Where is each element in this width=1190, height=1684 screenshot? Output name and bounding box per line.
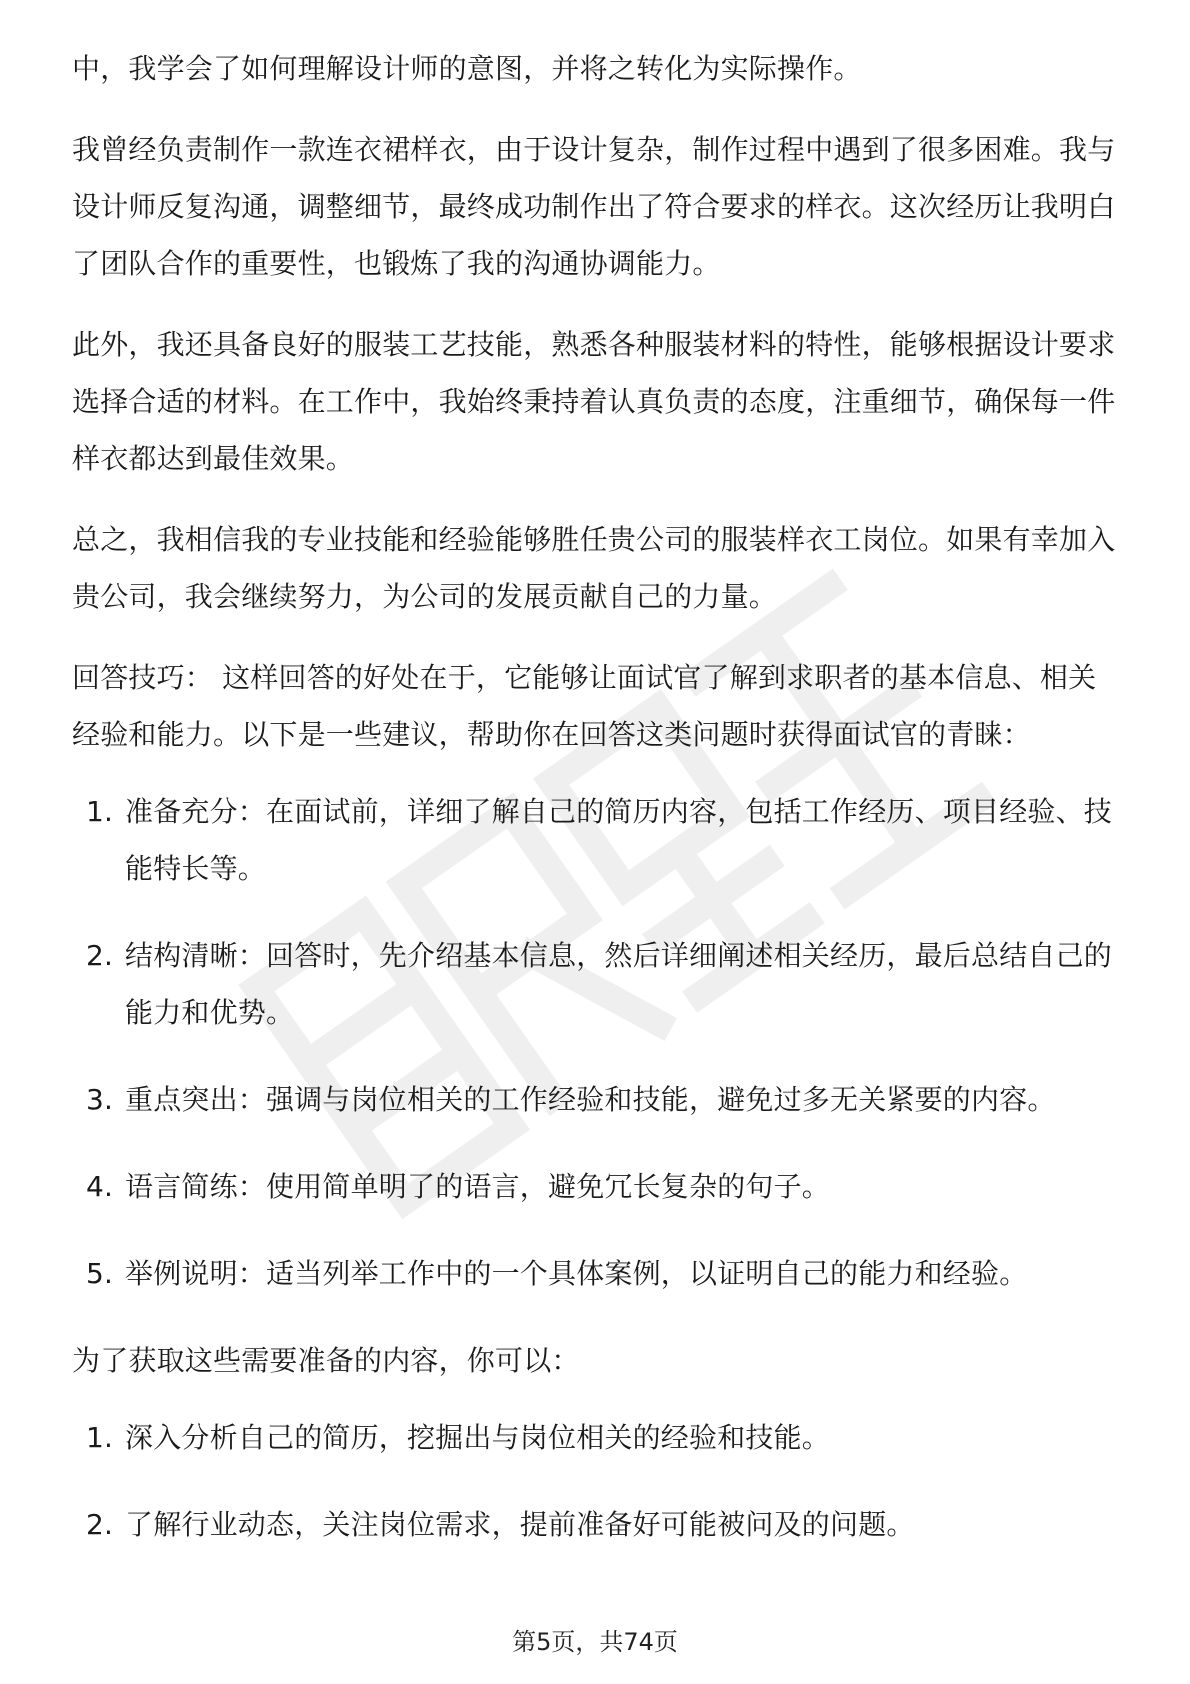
- list-item: [72, 783, 1122, 897]
- list-item-text: 举例说明：适当列举工作中的一个具体案例，以证明自己的能力和经验。: [125, 1257, 1028, 1290]
- paragraph-answer-tips: 回答技巧： 这样回答的好处在于，它能够让面试官了解到求职者的基本信息、相关经验和能力。以下是一些建议，帮助你在回答这类问题时获得面试官的青睐：: [72, 661, 1097, 751]
- list-number: 1.: [86, 795, 114, 828]
- list-item-text: 深入分析自己的简历，挖掘出与岗位相关的经验和技能。: [125, 1421, 831, 1454]
- list-item: [72, 1496, 1122, 1553]
- paragraph-prep-intro: 为了获取这些需要准备的内容，你可以：: [72, 1344, 580, 1377]
- list-number: 2.: [86, 939, 114, 972]
- list-item-text: 结构清晰：回答时，先介绍基本信息，然后详细阐述相关经历，最后总结自己的能力和优势。: [125, 939, 1113, 1029]
- paragraph: 我曾经负责制作一款连衣裙样衣，由于设计复杂，制作过程中遇到了很多困难。我与设计师反复沟通，调整细节，最终成功制作出了符合要求的样衣。这次经历让我明白了团队合作的重要性，也锻炼了我的沟通协调能力。: [72, 133, 1116, 280]
- list-item: [72, 1071, 1122, 1128]
- list-number: 4.: [86, 1170, 114, 1203]
- paragraph: 总之，我相信我的专业技能和经验能够胜任贵公司的服装样衣工岗位。如果有幸加入贵公司，我会继续努力，为公司的发展贡献自己的力量。: [72, 523, 1116, 613]
- list-item-text: 准备充分：在面试前，详细了解自己的简历内容，包括工作经历、项目经验、技能特长等。: [125, 795, 1113, 885]
- list-item-text: 重点突出：强调与岗位相关的工作经验和技能，避免过多无关紧要的内容。: [125, 1083, 1056, 1116]
- tips-list: [72, 783, 1122, 1302]
- document-page: [72, 40, 1122, 1583]
- list-number: 3.: [86, 1083, 114, 1116]
- list-item-text: 了解行业动态，关注岗位需求，提前准备好可能被问及的问题。: [125, 1508, 915, 1541]
- list-item-text: 语言简练：使用简单明了的语言，避免冗长复杂的句子。: [125, 1170, 831, 1203]
- list-item: [72, 1158, 1122, 1215]
- list-item: [72, 1409, 1122, 1466]
- page-footer: 第5页，共74页: [512, 1628, 678, 1656]
- paragraph: 中，我学会了如何理解设计师的意图，并将之转化为实际操作。: [72, 52, 862, 85]
- list-number: 1.: [86, 1421, 114, 1454]
- prep-list: [72, 1409, 1122, 1553]
- list-item: [72, 1245, 1122, 1302]
- list-item: [72, 927, 1122, 1041]
- paragraph: 此外，我还具备良好的服装工艺技能，熟悉各种服装材料的特性，能够根据设计要求选择合适的材料。在工作中，我始终秉持着认真负责的态度，注重细节，确保每一件样衣都达到最佳效果。: [72, 328, 1116, 475]
- list-number: 2.: [86, 1508, 114, 1541]
- list-number: 5.: [86, 1257, 114, 1290]
